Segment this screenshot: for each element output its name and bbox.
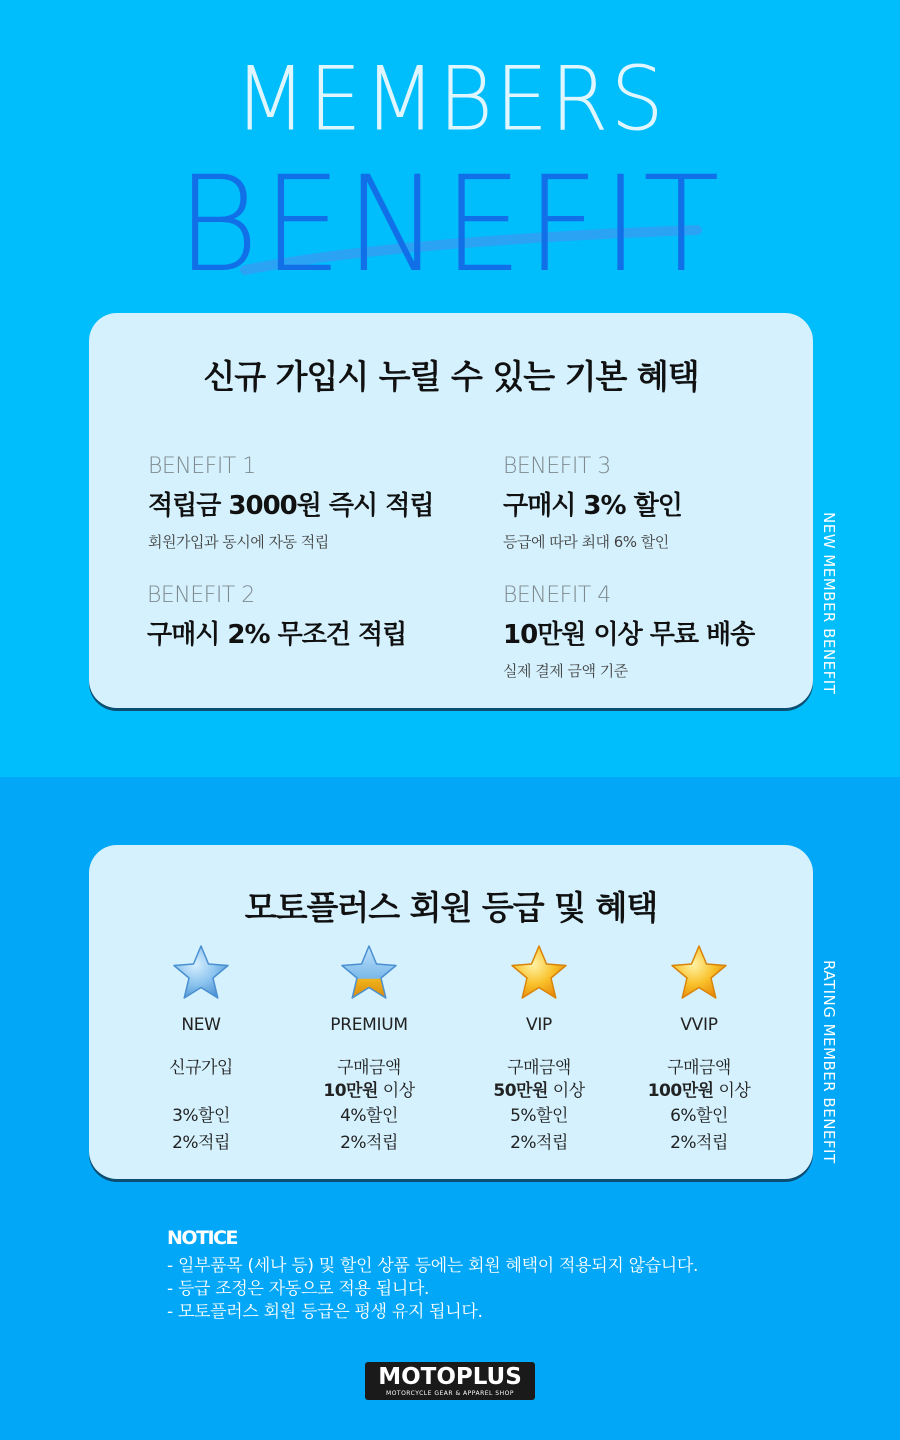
grade-reward: 2%적립 — [510, 1133, 568, 1153]
grade-condition — [121, 1057, 281, 1103]
benefit-desc: 실제 결제 금액 기준 — [503, 662, 628, 680]
grade-condition-label: 구매금액 — [667, 1058, 731, 1078]
benefit-desc: 등급에 따라 최대 6% 할인 — [503, 533, 669, 551]
grade-discount: 4%할인 — [340, 1106, 398, 1126]
grade-condition-suffix: 이상 — [713, 1081, 751, 1101]
grade-premium — [289, 943, 449, 1157]
grade-name: PREMIUM — [330, 1015, 408, 1035]
benefit-title: 10만원 이상 무료 배송 — [503, 620, 755, 650]
logo-wordmark: MOTOPLUS — [378, 1364, 522, 1390]
grade-condition-amount: 50만원 — [493, 1081, 548, 1101]
benefit-tag: BENEFIT 3 — [503, 454, 611, 479]
side-label-text: RATING MEMBER BENEFIT — [820, 960, 838, 1164]
hero-line1: MEMBERS — [234, 47, 666, 151]
star-blue-icon — [170, 943, 232, 1003]
grade-condition-label: 구매금액 — [507, 1058, 571, 1078]
notice-item: - 등급 조정은 자동으로 적용 됩니다. — [167, 1279, 430, 1299]
benefit-title: 적립금 3000원 즉시 적립 — [148, 491, 434, 521]
grade-vvip — [619, 943, 779, 1157]
benefit-1 — [148, 454, 433, 552]
rating-member-benefit-card — [89, 845, 813, 1179]
notice-item: - 모토플러스 회원 등급은 평생 유지 됩니다. — [167, 1302, 483, 1322]
section2-title: 모토플러스 회원 등급 및 혜택 — [244, 888, 658, 927]
notice-item: - 일부품목 (세나 등) 및 할인 상품 등에는 회원 혜택이 적용되지 않습니다. — [167, 1256, 699, 1276]
star-blue-gold-icon — [338, 943, 400, 1003]
notice — [167, 1227, 698, 1324]
grade-name: VVIP — [680, 1015, 718, 1035]
grade-new — [121, 943, 281, 1157]
benefit-title: 구매시 3% 할인 — [503, 491, 682, 521]
side-label-text: NEW MEMBER BENEFIT — [820, 512, 838, 695]
grade-reward: 2%적립 — [670, 1133, 728, 1153]
grade-discount: 3%할인 — [172, 1106, 230, 1126]
hero-line2: BENEFIT — [176, 148, 724, 302]
grade-discount: 6%할인 — [670, 1106, 728, 1126]
motoplus-logo — [365, 1362, 535, 1400]
grade-condition-label: 구매금액 — [337, 1058, 401, 1078]
new-member-benefit-card — [89, 313, 813, 708]
benefit-tag: BENEFIT 1 — [148, 454, 256, 479]
benefit-tag: BENEFIT 2 — [147, 583, 255, 608]
grade-reward: 2%적립 — [172, 1133, 230, 1153]
grade-condition — [459, 1057, 619, 1103]
benefit-4 — [503, 583, 754, 681]
benefit-title: 구매시 2% 무조건 적립 — [147, 620, 407, 650]
benefit-3 — [503, 454, 682, 552]
benefit-2 — [147, 583, 406, 651]
grade-name: VIP — [526, 1015, 552, 1035]
hero-heading — [0, 47, 900, 310]
grade-condition-suffix: 이상 — [547, 1081, 585, 1101]
grade-reward: 2%적립 — [340, 1133, 398, 1153]
grade-discount: 5%할인 — [510, 1106, 568, 1126]
grade-condition-suffix: 이상 — [377, 1081, 415, 1101]
grade-condition — [289, 1057, 449, 1103]
grade-name: NEW — [181, 1015, 221, 1035]
section1-title: 신규 가입시 누릴 수 있는 기본 혜택 — [203, 357, 699, 396]
notice-title: NOTICE — [167, 1227, 238, 1249]
logo-tagline: MOTORCYCLE GEAR & APPAREL SHOP — [386, 1390, 514, 1397]
grade-vip — [459, 943, 619, 1157]
star-gold-icon — [508, 943, 570, 1003]
grade-condition-amount: 100만원 — [647, 1081, 714, 1101]
grade-condition-label: 신규가입 — [169, 1058, 233, 1078]
star-gold-icon — [668, 943, 730, 1003]
benefit-desc: 회원가입과 동시에 자동 적립 — [148, 533, 329, 551]
benefit-tag: BENEFIT 4 — [503, 583, 611, 608]
grade-condition-amount: 10만원 — [323, 1081, 378, 1101]
grade-condition — [619, 1057, 779, 1103]
